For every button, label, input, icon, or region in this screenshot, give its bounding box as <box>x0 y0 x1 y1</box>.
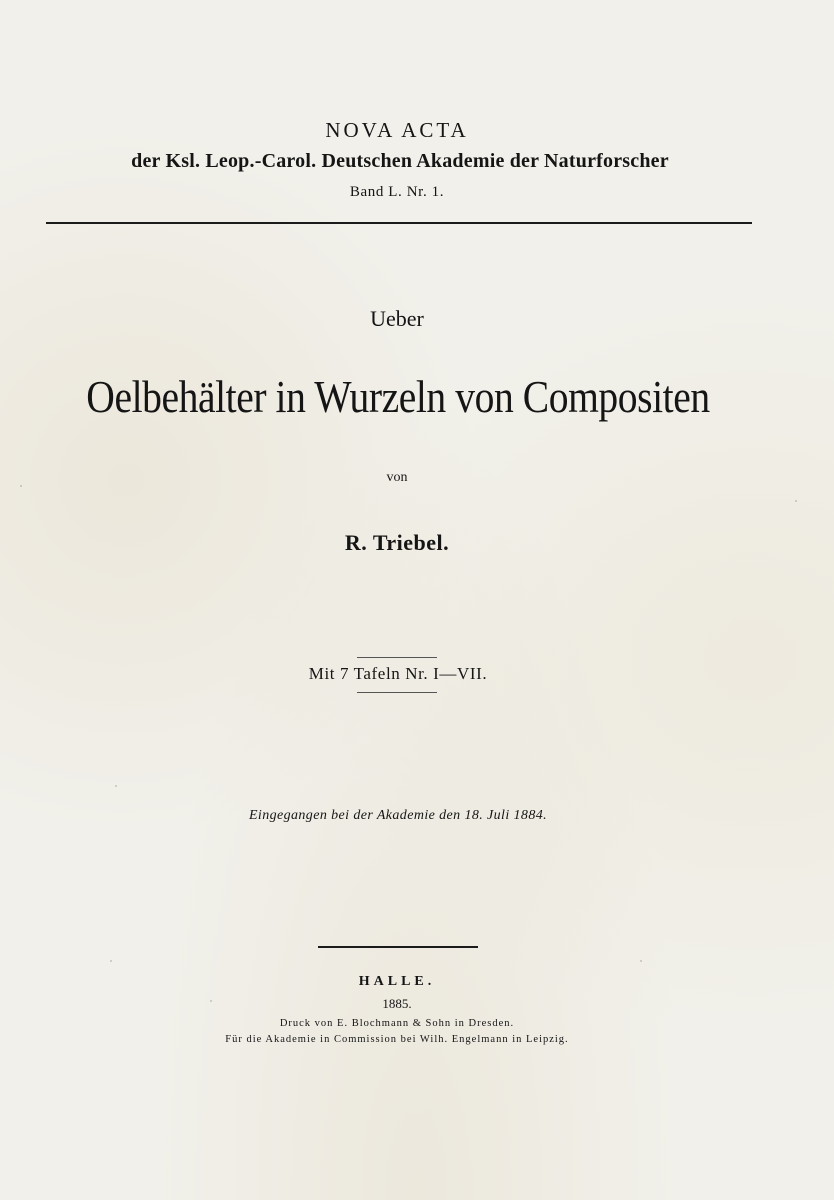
author-name: R. Triebel. <box>344 530 450 555</box>
plates-note: Mit 7 Tafeln Nr. I—VII. <box>308 664 488 683</box>
paper-speck <box>210 1000 212 1002</box>
received-note: Eingegangen bei der Akademie den 18. Juli 1884. <box>248 808 548 823</box>
imprint-printer: Druck von E. Blochmann & Sohn in Dresden. <box>279 1018 515 1029</box>
paper-speck <box>20 485 22 487</box>
plates-rule-top <box>357 657 437 658</box>
paper-speck <box>640 960 642 962</box>
imprint-commission: Für die Akademie in Commission bei Wilh. Engelmann in Leipzig. <box>225 1034 569 1045</box>
by-line: von <box>386 470 408 485</box>
imprint-year: 1885. <box>382 996 412 1011</box>
paper-speck <box>115 785 117 787</box>
title-preposition: Ueber <box>370 306 424 331</box>
plates-rule-bottom <box>357 692 437 693</box>
paper-speck <box>110 960 112 962</box>
academy-name: der Ksl. Leop.-Carol. Deutschen Akademie der Naturforscher <box>131 150 669 172</box>
volume-number: Band L. Nr. 1. <box>349 184 445 200</box>
paper-speck <box>795 500 797 502</box>
imprint-rule <box>318 946 478 948</box>
main-title: Oelbehälter in Wurzeln von Compositen <box>86 371 710 422</box>
imprint-city: HALLE. <box>358 974 436 989</box>
series-title: NOVA ACTA <box>325 118 469 142</box>
header-rule <box>46 222 752 224</box>
